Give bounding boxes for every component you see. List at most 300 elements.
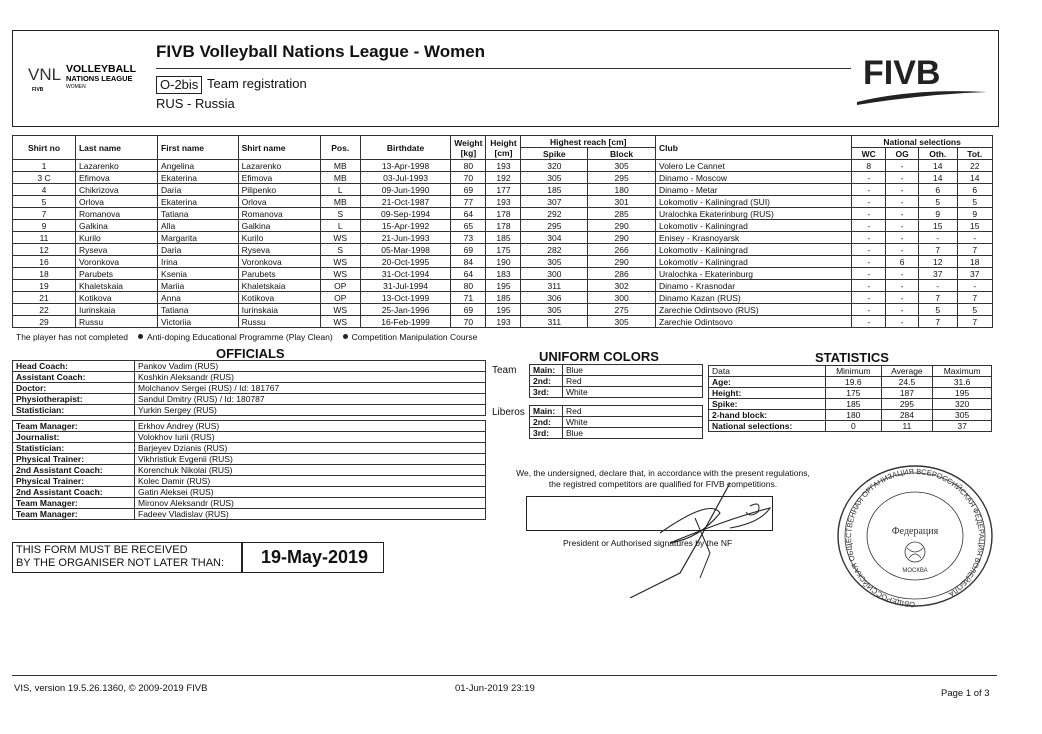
stats-label: National selections: [709, 421, 826, 432]
table-row [13, 304, 993, 316]
roster-cell-pos: L [320, 184, 360, 196]
roster-cell-tot: 7 [957, 316, 992, 328]
fivb-logo-text: FIVB [863, 54, 941, 92]
fivb-small-mark: FIVB [32, 87, 44, 93]
roster-cell-club: Zarechie Odintsovo [656, 316, 852, 328]
roster-cell-oth: 5 [918, 196, 957, 208]
legend-manipulation: Competition Manipulation Course [351, 332, 478, 342]
roster-cell-block: 275 [588, 304, 656, 316]
signature-caption: President or Authorised signatures by the NF [563, 538, 733, 548]
roster-cell-wc: - [852, 208, 886, 220]
roster-cell-pos: MB [320, 160, 360, 172]
stats-label: Spike: [709, 399, 826, 410]
roster-cell-pos: MB [320, 196, 360, 208]
roster-cell-tot: 7 [957, 292, 992, 304]
roster-cell-weight: 73 [451, 232, 486, 244]
roster-cell-birth: 16-Feb-1999 [360, 316, 450, 328]
roster-cell-shirt: Romanova [238, 208, 320, 220]
official-name: Molchanov Sergei (RUS) / Id: 181767 [135, 383, 486, 394]
official-role: Statistician: [13, 443, 135, 454]
roster-cell-no: 9 [13, 220, 76, 232]
roster-cell-birth: 03-Jul-1993 [360, 172, 450, 184]
roster-cell-last: Parubets [75, 268, 157, 280]
uniform-kind: Main: [530, 365, 563, 376]
stats-header-row [709, 366, 992, 377]
roster-cell-oth: 15 [918, 220, 957, 232]
roster-cell-spike: 307 [521, 196, 588, 208]
roster-cell-first: Ekaterina [158, 172, 239, 184]
stats-min: 175 [826, 388, 882, 399]
roster-cell-pos: MB [320, 172, 360, 184]
col-wc: WC [852, 148, 886, 160]
roster-cell-shirt: Ryseva [238, 244, 320, 256]
official-row [13, 476, 486, 487]
col-tot: Tot. [957, 148, 992, 160]
stats-row [709, 377, 992, 388]
stats-col-min: Minimum [826, 366, 882, 377]
official-role: Physiotherapist: [13, 394, 135, 405]
roster-cell-height: 195 [486, 280, 521, 292]
roster-cell-birth: 09-Sep-1994 [360, 208, 450, 220]
roster-cell-oth: 5 [918, 304, 957, 316]
col-national-selections: National selections [852, 136, 993, 148]
logo-line1: VOLLEYBALL [66, 63, 136, 75]
roster-cell-no: 29 [13, 316, 76, 328]
official-row [13, 372, 486, 383]
roster-cell-club: Dinamo - Krasnodar [656, 280, 852, 292]
stats-col-max: Maximum [933, 366, 992, 377]
stats-max: 31.6 [933, 377, 992, 388]
roster-cell-block: 290 [588, 256, 656, 268]
roster-cell-block: 180 [588, 184, 656, 196]
fivb-logo [855, 50, 990, 110]
col-shirt-name: Shirt name [238, 136, 320, 160]
col-first-name: First name [158, 136, 239, 160]
official-row [13, 405, 486, 416]
roster-cell-weight: 70 [451, 172, 486, 184]
legend-not-completed: The player has not completed [16, 332, 128, 342]
roster-cell-first: Anna [158, 292, 239, 304]
roster-cell-last: Orlova [75, 196, 157, 208]
roster-cell-height: 192 [486, 172, 521, 184]
roster-cell-birth: 13-Oct-1999 [360, 292, 450, 304]
uniform-row [530, 406, 703, 417]
roster-cell-spike: 295 [521, 220, 588, 232]
roster-cell-og: - [886, 244, 919, 256]
roster-cell-weight: 65 [451, 220, 486, 232]
roster-cell-tot: 5 [957, 196, 992, 208]
table-row [13, 160, 993, 172]
roster-cell-tot: 7 [957, 244, 992, 256]
roster-cell-og: - [886, 304, 919, 316]
vnl-mark: VNL [28, 65, 62, 84]
roster-cell-club: Dinamo Kazan (RUS) [656, 292, 852, 304]
stats-row [709, 388, 992, 399]
team-name: RUS - Russia [156, 96, 235, 111]
roster-cell-height: 175 [486, 244, 521, 256]
table-row [13, 208, 993, 220]
roster-cell-weight: 80 [451, 160, 486, 172]
roster-cell-shirt: Iurinskaia [238, 304, 320, 316]
footer-print-date: 01-Jun-2019 23:19 [455, 683, 535, 694]
official-name: Kolec Damir (RUS) [135, 476, 486, 487]
stats-label: Age: [709, 377, 826, 388]
stats-row [709, 399, 992, 410]
roster-cell-shirt: Kurilo [238, 232, 320, 244]
roster-cell-last: Lazarenko [75, 160, 157, 172]
footer-version: VIS, version 19.5.26.1360, © 2009-2019 FIVB [14, 683, 208, 694]
roster-cell-first: Irina [158, 256, 239, 268]
roster-cell-oth: 7 [918, 244, 957, 256]
official-name: Fadeev Vladislav (RUS) [135, 509, 486, 520]
official-role: Head Coach: [13, 361, 135, 372]
roster-cell-wc: - [852, 280, 886, 292]
roster-cell-weight: 80 [451, 280, 486, 292]
roster-cell-club: Dinamo - Moscow [656, 172, 852, 184]
roster-cell-height: 193 [486, 196, 521, 208]
table-row [13, 184, 993, 196]
roster-cell-birth: 20-Oct-1995 [360, 256, 450, 268]
roster-cell-og: - [886, 172, 919, 184]
official-role: Team Manager: [13, 509, 135, 520]
roster-cell-birth: 21-Jun-1993 [360, 232, 450, 244]
roster-cell-shirt: Lazarenko [238, 160, 320, 172]
roster-cell-wc: - [852, 232, 886, 244]
uniform-liberos-label: Liberos [492, 407, 525, 418]
stats-min: 185 [826, 399, 882, 410]
roster-cell-oth: 14 [918, 172, 957, 184]
stats-col-avg: Average [881, 366, 933, 377]
official-row [13, 509, 486, 520]
stats-row [709, 410, 992, 421]
roster-cell-no: 21 [13, 292, 76, 304]
roster-cell-og: - [886, 160, 919, 172]
roster-cell-pos: WS [320, 268, 360, 280]
roster-cell-first: Angelina [158, 160, 239, 172]
col-club: Club [656, 136, 852, 160]
official-role: Statistician: [13, 405, 135, 416]
deadline-box [12, 542, 384, 573]
roster-cell-spike: 185 [521, 184, 588, 196]
roster-cell-block: 305 [588, 160, 656, 172]
page-title: FIVB Volleyball Nations League - Women [156, 42, 486, 61]
roster-cell-og: 6 [886, 256, 919, 268]
official-row [13, 383, 486, 394]
roster-cell-block: 285 [588, 208, 656, 220]
course-legend [16, 332, 477, 342]
roster-cell-last: Romanova [75, 208, 157, 220]
statistics-table [708, 365, 992, 432]
stats-min: 19.6 [826, 377, 882, 388]
roster-cell-club: Enisey - Krasnoyarsk [656, 232, 852, 244]
uniform-color: White [563, 387, 703, 398]
roster-cell-og: - [886, 196, 919, 208]
roster-cell-first: Ekaterina [158, 196, 239, 208]
uniform-color: Red [563, 376, 703, 387]
roster-cell-block: 295 [588, 172, 656, 184]
roster-cell-og: - [886, 232, 919, 244]
official-name: Vikhristiuk Evgenii (RUS) [135, 454, 486, 465]
roster-cell-last: Iurinskaia [75, 304, 157, 316]
official-row [13, 432, 486, 443]
roster-cell-pos: L [320, 220, 360, 232]
roster-cell-weight: 69 [451, 244, 486, 256]
roster-cell-spike: 320 [521, 160, 588, 172]
roster-cell-shirt: Parubets [238, 268, 320, 280]
roster-cell-tot: 6 [957, 184, 992, 196]
roster-cell-first: Ksenia [158, 268, 239, 280]
official-role: Physical Trainer: [13, 454, 135, 465]
roster-cell-spike: 311 [521, 316, 588, 328]
roster-cell-pos: WS [320, 304, 360, 316]
roster-cell-tot: 9 [957, 208, 992, 220]
roster-cell-spike: 305 [521, 256, 588, 268]
roster-cell-club: Volero Le Cannet [656, 160, 852, 172]
uniform-color: Red [563, 406, 703, 417]
roster-cell-shirt: Efimova [238, 172, 320, 184]
roster-cell-club: Lokomotiv - Kaliningrad [656, 244, 852, 256]
roster-cell-wc: - [852, 220, 886, 232]
roster-cell-block: 301 [588, 196, 656, 208]
roster-cell-block: 300 [588, 292, 656, 304]
roster-cell-block: 302 [588, 280, 656, 292]
uniform-color: Blue [563, 365, 703, 376]
legend-anti-doping: Anti-doping Educational Programme (Play Clean) [146, 332, 333, 342]
uniform-row [530, 376, 703, 387]
roster-cell-birth: 31-Jul-1994 [360, 280, 450, 292]
official-role: Doctor: [13, 383, 135, 394]
deadline-line2: BY THE ORGANISER NOT LATER THAN: [16, 557, 225, 569]
table-row [13, 220, 993, 232]
table-row [13, 268, 993, 280]
uniform-colors-title: UNIFORM COLORS [539, 349, 659, 364]
col-birthdate: Birthdate [360, 136, 450, 160]
declaration-line1: We, the undersigned, declare that, in accordance with the present regulations, [516, 468, 810, 478]
roster-cell-tot: - [957, 280, 992, 292]
roster-cell-og: - [886, 208, 919, 220]
roster-cell-club: Dinamo - Metar [656, 184, 852, 196]
table-row [13, 232, 993, 244]
col-og: OG [886, 148, 919, 160]
roster-cell-tot: 22 [957, 160, 992, 172]
roster-cell-last: Efimova [75, 172, 157, 184]
stats-avg: 295 [881, 399, 933, 410]
roster-cell-last: Russu [75, 316, 157, 328]
roster-cell-no: 19 [13, 280, 76, 292]
roster-cell-height: 178 [486, 220, 521, 232]
col-last-name: Last name [75, 136, 157, 160]
roster-cell-tot: 14 [957, 172, 992, 184]
roster-cell-block: 286 [588, 268, 656, 280]
roster-cell-pos: WS [320, 256, 360, 268]
roster-cell-block: 290 [588, 220, 656, 232]
bullet-icon [138, 334, 143, 339]
stats-avg: 24.5 [881, 377, 933, 388]
col-shirt-no: Shirt no [13, 136, 76, 160]
roster-cell-height: 177 [486, 184, 521, 196]
roster-cell-first: Tatiana [158, 208, 239, 220]
uniform-row [530, 387, 703, 398]
official-role: Journalist: [13, 432, 135, 443]
col-block: Block [588, 148, 656, 160]
uniform-row [530, 428, 703, 439]
roster-cell-oth: 7 [918, 316, 957, 328]
roster-cell-birth: 09-Jun-1990 [360, 184, 450, 196]
roster-cell-og: - [886, 184, 919, 196]
col-highest-reach: Highest reach [cm] [521, 136, 656, 148]
roster-cell-block: 305 [588, 316, 656, 328]
declaration-line2: the registred competitors are qualified for FIVB competitions. [548, 479, 778, 489]
roster-cell-weight: 69 [451, 304, 486, 316]
uniform-liberos-table [529, 405, 703, 439]
deadline-line1: THIS FORM MUST BE RECEIVED [16, 544, 188, 556]
roster-cell-spike: 304 [521, 232, 588, 244]
official-row [13, 454, 486, 465]
roster-cell-no: 1 [13, 160, 76, 172]
roster-cell-oth: 37 [918, 268, 957, 280]
roster-cell-first: Victoriia [158, 316, 239, 328]
uniform-color: White [563, 417, 703, 428]
roster-cell-first: Tatiana [158, 304, 239, 316]
statistics-title: STATISTICS [815, 350, 889, 365]
roster-cell-spike: 306 [521, 292, 588, 304]
roster-cell-shirt: Orlova [238, 196, 320, 208]
officials-table [12, 360, 486, 520]
roster-cell-wc: - [852, 268, 886, 280]
roster-cell-oth: 12 [918, 256, 957, 268]
official-name: Korenchuk Nikolai (RUS) [135, 465, 486, 476]
roster-cell-club: Lokomotiv - Kaliningrad [656, 220, 852, 232]
roster-cell-oth: - [918, 232, 957, 244]
official-name: Barjeyev Dzianis (RUS) [135, 443, 486, 454]
uniform-color: Blue [563, 428, 703, 439]
stats-avg: 187 [881, 388, 933, 399]
roster-cell-weight: 70 [451, 316, 486, 328]
roster-cell-pos: WS [320, 316, 360, 328]
official-row [13, 361, 486, 372]
stats-max: 195 [933, 388, 992, 399]
stamp-center-text: Федерация [891, 526, 939, 537]
roster-cell-shirt: Khaletskaia [238, 280, 320, 292]
roster-cell-oth: 6 [918, 184, 957, 196]
col-height: Height [cm] [486, 136, 521, 160]
roster-cell-last: Khaletskaia [75, 280, 157, 292]
roster-cell-weight: 64 [451, 208, 486, 220]
official-row [13, 443, 486, 454]
bullet-icon [343, 334, 348, 339]
roster-cell-club: Lokomotiv - Kaliningrad (SUI) [656, 196, 852, 208]
roster-cell-tot: - [957, 232, 992, 244]
stats-avg: 11 [881, 421, 933, 432]
official-name: Volokhov Iurii (RUS) [135, 432, 486, 443]
col-spike: Spike [521, 148, 588, 160]
roster-cell-spike: 305 [521, 172, 588, 184]
roster-cell-weight: 64 [451, 268, 486, 280]
roster-cell-spike: 305 [521, 304, 588, 316]
official-name: Pankov Vadim (RUS) [135, 361, 486, 372]
deadline-date: 19-May-2019 [261, 547, 369, 567]
roster-cell-last: Galkina [75, 220, 157, 232]
official-role: Team Manager: [13, 498, 135, 509]
uniform-team-table [529, 364, 703, 398]
stats-max: 37 [933, 421, 992, 432]
col-oth: Oth. [918, 148, 957, 160]
roster-cell-wc: - [852, 244, 886, 256]
roster-cell-height: 195 [486, 304, 521, 316]
stats-col-data: Data [709, 366, 826, 377]
roster-cell-wc: - [852, 184, 886, 196]
roster-cell-birth: 21-Oct-1987 [360, 196, 450, 208]
roster-cell-og: - [886, 268, 919, 280]
roster-cell-wc: 8 [852, 160, 886, 172]
roster-cell-weight: 71 [451, 292, 486, 304]
stats-min: 0 [826, 421, 882, 432]
stamp-city-text: МОСКВА [902, 568, 928, 574]
roster-cell-shirt: Pilipenko [238, 184, 320, 196]
roster-cell-shirt: Kotikova [238, 292, 320, 304]
roster-cell-birth: 31-Oct-1994 [360, 268, 450, 280]
officials-title: OFFICIALS [216, 346, 285, 361]
stats-row [709, 421, 992, 432]
roster-cell-tot: 15 [957, 220, 992, 232]
uniform-kind: Main: [530, 406, 563, 417]
official-name: Yurkin Sergey (RUS) [135, 405, 486, 416]
roster-cell-spike: 300 [521, 268, 588, 280]
uniform-row [530, 417, 703, 428]
form-name: Team registration [207, 76, 307, 91]
roster-cell-wc: - [852, 304, 886, 316]
roster-cell-wc: - [852, 256, 886, 268]
uniform-kind: 3rd: [530, 387, 563, 398]
roster-cell-oth: 7 [918, 292, 957, 304]
roster-cell-no: 5 [13, 196, 76, 208]
roster-cell-oth: 14 [918, 160, 957, 172]
roster-cell-last: Kotikova [75, 292, 157, 304]
roster-body [13, 160, 993, 328]
roster-cell-wc: - [852, 316, 886, 328]
roster-cell-spike: 282 [521, 244, 588, 256]
roster-cell-block: 290 [588, 232, 656, 244]
roster-cell-block: 266 [588, 244, 656, 256]
col-pos: Pos. [320, 136, 360, 160]
roster-cell-oth: 9 [918, 208, 957, 220]
roster-cell-pos: S [320, 244, 360, 256]
footer-rule [12, 675, 997, 676]
vnl-logo [26, 58, 146, 94]
official-row [13, 487, 486, 498]
roster-cell-pos: S [320, 208, 360, 220]
uniform-kind: 3rd: [530, 428, 563, 439]
logo-line2: NATIONS LEAGUE [66, 74, 133, 83]
roster-cell-no: 22 [13, 304, 76, 316]
roster-cell-birth: 15-Apr-1992 [360, 220, 450, 232]
roster-cell-og: - [886, 280, 919, 292]
roster-cell-height: 193 [486, 160, 521, 172]
roster-cell-height: 185 [486, 292, 521, 304]
roster-cell-pos: OP [320, 280, 360, 292]
official-name: Mironov Aleksandr (RUS) [135, 498, 486, 509]
roster-cell-club: Uralochka - Ekaterinburg [656, 268, 852, 280]
official-role: 2nd Assistant Coach: [13, 465, 135, 476]
roster-cell-club: Uralochka Ekaterinburg (RUS) [656, 208, 852, 220]
roster-cell-birth: 13-Apr-1998 [360, 160, 450, 172]
official-role: Team Manager: [13, 421, 135, 432]
stats-label: 2-hand block: [709, 410, 826, 421]
roster-cell-club: Zarechie Odintsovo (RUS) [656, 304, 852, 316]
official-name: Gatin Aleksei (RUS) [135, 487, 486, 498]
roster-cell-no: 12 [13, 244, 76, 256]
official-row [13, 394, 486, 405]
